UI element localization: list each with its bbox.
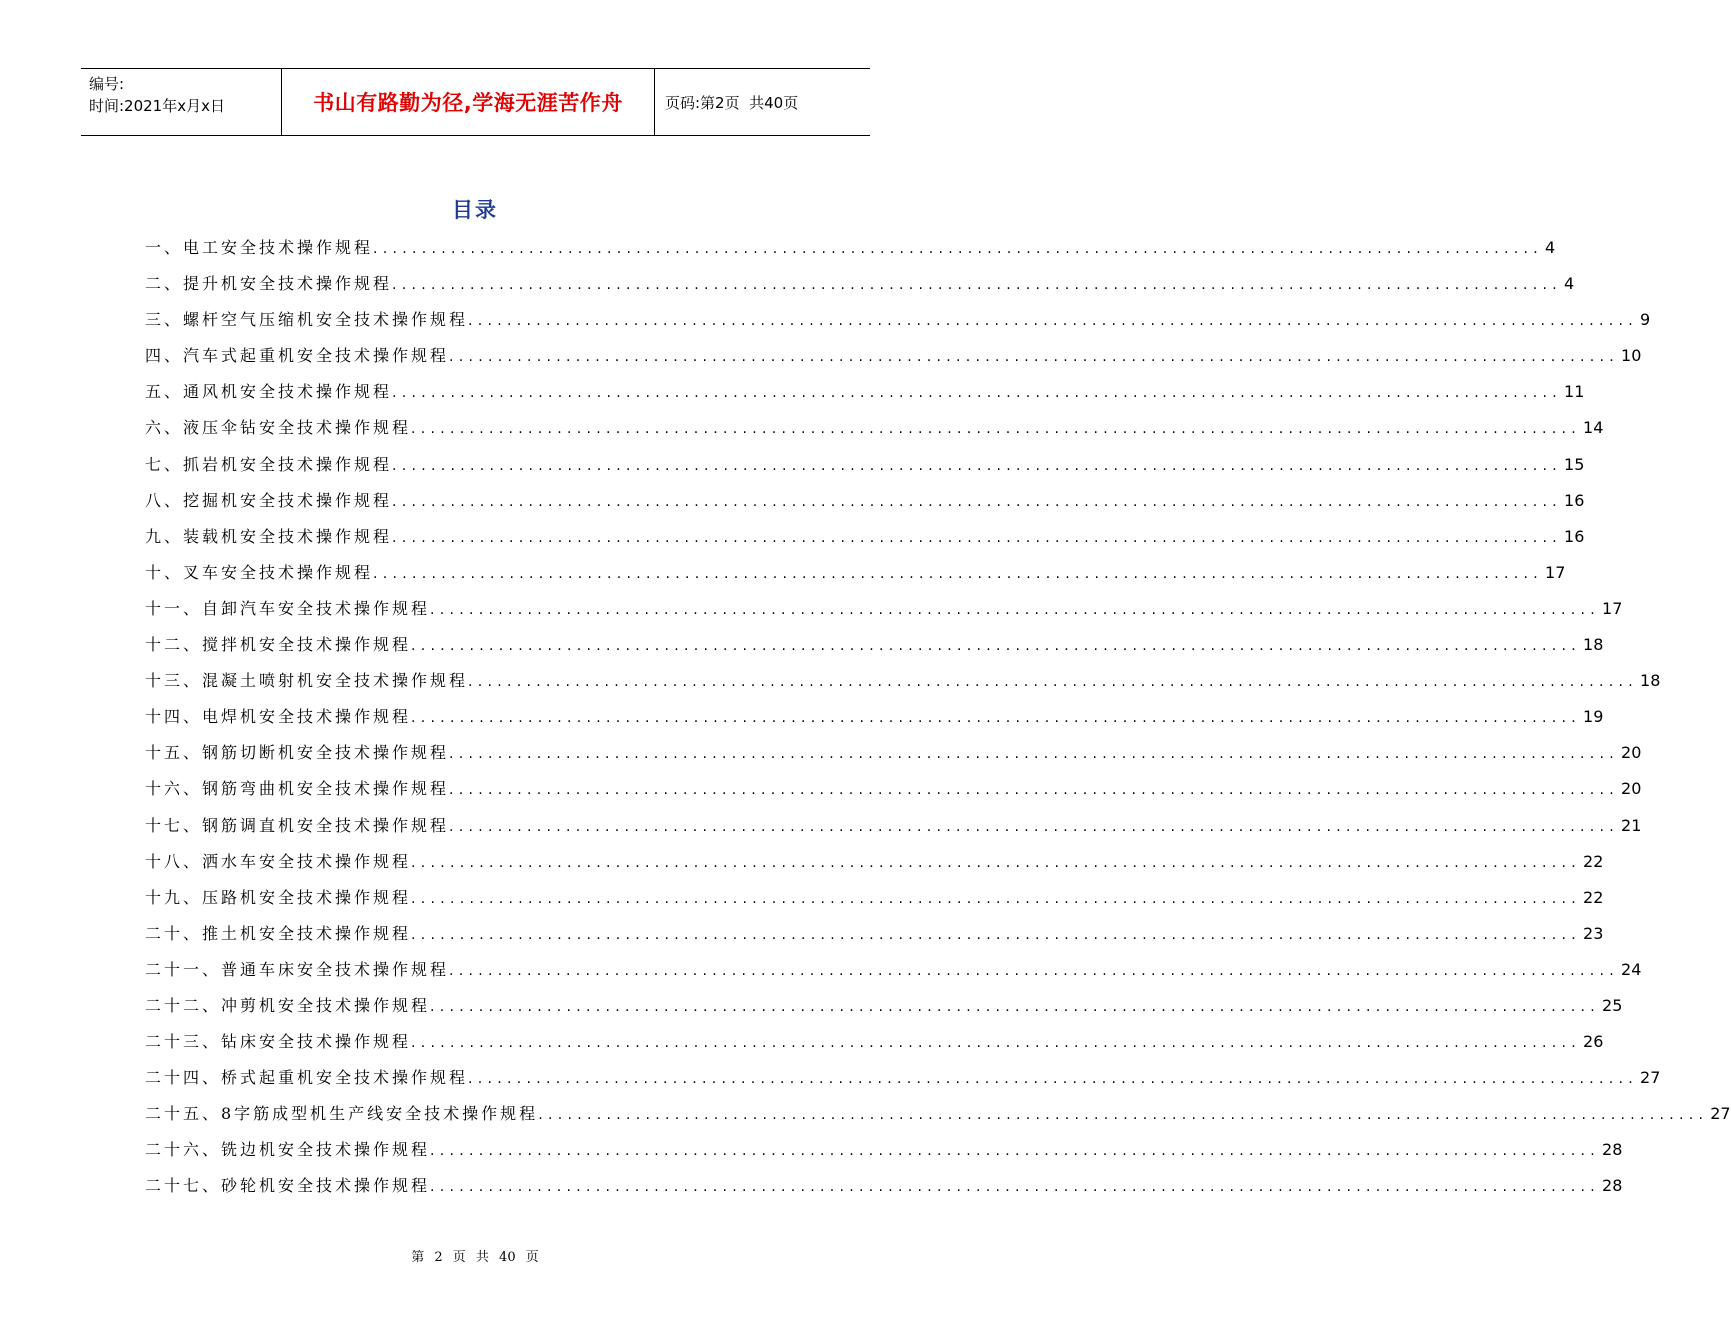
toc-entry-page: 18 xyxy=(1583,635,1604,655)
toc-leader-dots: ........................................................................................................................ xyxy=(538,1107,1709,1124)
header-page-info: 页码:第2页 共40页 xyxy=(665,93,799,112)
toc-entry-page: 18 xyxy=(1640,671,1661,691)
toc-entry-page: 17 xyxy=(1602,598,1623,618)
page-footer: 第 2 页 共 40 页 xyxy=(411,1250,539,1265)
toc-leader-dots: ........................................................................................................................ xyxy=(449,782,1620,799)
toc-entry-page: 20 xyxy=(1621,743,1642,763)
toc-leader-dots: ........................................................................................................................ xyxy=(373,565,1544,582)
toc-entry-page: 22 xyxy=(1583,851,1604,871)
toc-entry[interactable] xyxy=(145,663,1661,699)
toc-entry-page: 15 xyxy=(1564,454,1585,474)
toc-leader-dots: ........................................................................................................................ xyxy=(392,385,1563,402)
toc-entry-page: 17 xyxy=(1545,562,1566,582)
toc-leader-dots: ........................................................................................................................ xyxy=(449,349,1620,366)
toc-entry[interactable] xyxy=(145,627,1604,663)
toc-leader-dots: ........................................................................................................................ xyxy=(449,746,1620,763)
toc-entry-label: 四、汽车式起重机安全技术操作规程 xyxy=(145,346,450,366)
document-header xyxy=(81,68,870,136)
toc-entry-label: 三、螺杆空气压缩机安全技术操作规程 xyxy=(145,310,469,330)
toc-entry-page: 4 xyxy=(1564,274,1575,294)
toc-entry-label: 十五、钢筋切断机安全技术操作规程 xyxy=(145,743,450,763)
toc-leader-dots: ........................................................................................................................ xyxy=(449,962,1620,979)
toc-entry-label: 十七、钢筋调直机安全技术操作规程 xyxy=(145,815,450,835)
toc-leader-dots: ........................................................................................................................ xyxy=(373,241,1544,257)
toc-leader-dots: ........................................................................................................................ xyxy=(430,1179,1601,1196)
toc-leader-dots: ........................................................................................................................ xyxy=(411,854,1582,871)
toc-entry-label: 十六、钢筋弯曲机安全技术操作规程 xyxy=(145,779,450,799)
toc-entry-page: 10 xyxy=(1621,346,1642,366)
toc-entry-label: 十一、自卸汽车安全技术操作规程 xyxy=(145,598,431,618)
toc-entry-page: 22 xyxy=(1583,887,1604,907)
toc-entry-page: 26 xyxy=(1583,1032,1604,1052)
toc-entry[interactable] xyxy=(145,591,1623,627)
toc-entry[interactable] xyxy=(145,447,1585,483)
toc-entry[interactable] xyxy=(145,302,1651,338)
toc-entry-page: 27 xyxy=(1710,1104,1731,1124)
toc-entry[interactable] xyxy=(145,916,1604,952)
toc-entry-page: 19 xyxy=(1583,707,1604,727)
toc-entry-page: 9 xyxy=(1640,310,1651,330)
toc-entry-page: 24 xyxy=(1621,959,1642,979)
toc-entry-page: 28 xyxy=(1602,1140,1623,1160)
toc-entry[interactable] xyxy=(145,771,1642,807)
toc-entry[interactable] xyxy=(145,555,1566,591)
toc-entry[interactable] xyxy=(145,1132,1623,1168)
toc-entry[interactable] xyxy=(145,1060,1661,1096)
toc-entry-label: 一、电工安全技术操作规程 xyxy=(145,238,374,257)
toc-leader-dots: ........................................................................................................................ xyxy=(411,890,1582,907)
toc-entry[interactable] xyxy=(145,880,1604,916)
toc-entry-label: 二、提升机安全技术操作规程 xyxy=(145,274,393,294)
toc-entry[interactable] xyxy=(145,952,1642,988)
toc-leader-dots: ........................................................................................................................ xyxy=(449,818,1620,835)
toc-entry[interactable] xyxy=(145,1024,1604,1060)
toc-entry-page: 11 xyxy=(1564,382,1585,402)
toc-entry-page: 14 xyxy=(1583,418,1604,438)
toc-entry-label: 二十五、8字筋成型机生产线安全技术操作规程 xyxy=(145,1104,539,1124)
toc-leader-dots: ........................................................................................................................ xyxy=(411,638,1582,655)
toc-entry-label: 八、挖掘机安全技术操作规程 xyxy=(145,490,393,510)
toc-entry-page: 16 xyxy=(1564,526,1585,546)
header-page-cell xyxy=(655,69,870,135)
toc-entry-page: 25 xyxy=(1602,995,1623,1015)
toc-entry-label: 二十一、普通车床安全技术操作规程 xyxy=(145,959,450,979)
toc-leader-dots: ........................................................................................................................ xyxy=(468,674,1639,691)
toc-entry-label: 二十二、冲剪机安全技术操作规程 xyxy=(145,995,431,1015)
toc-entry-label: 五、通风机安全技术操作规程 xyxy=(145,382,393,402)
toc-entry-label: 十三、混凝土喷射机安全技术操作规程 xyxy=(145,671,469,691)
toc-entry-label: 十九、压路机安全技术操作规程 xyxy=(145,887,412,907)
toc-leader-dots: ........................................................................................................................ xyxy=(392,277,1563,294)
header-motto-cell xyxy=(282,69,655,135)
header-meta-cell xyxy=(81,69,282,135)
toc-entry-page: 21 xyxy=(1621,815,1642,835)
toc-entry-label: 二十六、铣边机安全技术操作规程 xyxy=(145,1140,431,1160)
toc-leader-dots: ........................................................................................................................ xyxy=(411,1035,1582,1052)
toc-leader-dots: ........................................................................................................................ xyxy=(392,529,1563,546)
toc-entry-label: 七、抓岩机安全技术操作规程 xyxy=(145,454,393,474)
toc-entry-page: 4 xyxy=(1545,238,1556,257)
toc-entry[interactable] xyxy=(145,266,1575,302)
toc-entry[interactable] xyxy=(145,808,1642,844)
toc-entry-label: 二十四、桥式起重机安全技术操作规程 xyxy=(145,1068,469,1088)
toc-entry[interactable] xyxy=(145,483,1585,519)
toc-leader-dots: ........................................................................................................................ xyxy=(430,1143,1601,1160)
toc-entry-page: 20 xyxy=(1621,779,1642,799)
toc-leader-dots: ........................................................................................................................ xyxy=(468,1071,1639,1088)
toc-title: 目录 xyxy=(452,198,498,222)
toc-entry[interactable] xyxy=(145,988,1623,1024)
toc-entry-page: 23 xyxy=(1583,923,1604,943)
document-number-label: 编号: xyxy=(89,75,125,93)
toc-leader-dots: ........................................................................................................................ xyxy=(411,710,1582,727)
toc-entry[interactable] xyxy=(145,735,1642,771)
toc-entry-page: 16 xyxy=(1564,490,1585,510)
toc-leader-dots: ........................................................................................................................ xyxy=(392,493,1563,510)
toc-entry-label: 二十、推土机安全技术操作规程 xyxy=(145,923,412,943)
toc-entry-label: 十二、搅拌机安全技术操作规程 xyxy=(145,635,412,655)
toc-entry-page: 28 xyxy=(1602,1176,1623,1196)
toc-entry[interactable] xyxy=(145,844,1604,880)
toc-entry-label: 十四、电焊机安全技术操作规程 xyxy=(145,707,412,727)
toc-entry[interactable] xyxy=(145,338,1642,374)
toc-leader-dots: ........................................................................................................................ xyxy=(468,313,1639,330)
toc-leader-dots: ........................................................................................................................ xyxy=(411,421,1582,438)
toc-leader-dots: ........................................................................................................................ xyxy=(411,926,1582,943)
toc-entry[interactable] xyxy=(145,410,1604,446)
toc-entry-label: 十八、洒水车安全技术操作规程 xyxy=(145,851,412,871)
toc-entry-label: 九、装载机安全技术操作规程 xyxy=(145,526,393,546)
toc-entry-label: 二十三、钻床安全技术操作规程 xyxy=(145,1032,412,1052)
toc-entry-page: 27 xyxy=(1640,1068,1661,1088)
header-motto: 书山有路勤为径,学海无涯苦作舟 xyxy=(313,91,623,115)
toc-entry-label: 十、叉车安全技术操作规程 xyxy=(145,562,374,582)
toc-entry[interactable] xyxy=(145,374,1585,410)
toc-entry[interactable] xyxy=(145,1096,1731,1132)
toc-leader-dots: ........................................................................................................................ xyxy=(392,457,1563,474)
toc-entry-label: 六、液压伞钻安全技术操作规程 xyxy=(145,418,412,438)
toc-leader-dots: ........................................................................................................................ xyxy=(430,601,1601,618)
document-time-label: 时间:2021年x月x日 xyxy=(89,97,225,115)
toc-entry[interactable] xyxy=(145,1168,1623,1204)
toc-entry[interactable] xyxy=(145,699,1604,735)
toc-entry[interactable] xyxy=(145,230,1556,266)
table-of-contents xyxy=(145,230,1731,1205)
toc-leader-dots: ........................................................................................................................ xyxy=(430,998,1601,1015)
toc-entry[interactable] xyxy=(145,519,1585,555)
toc-entry-label: 二十七、砂轮机安全技术操作规程 xyxy=(145,1176,431,1196)
